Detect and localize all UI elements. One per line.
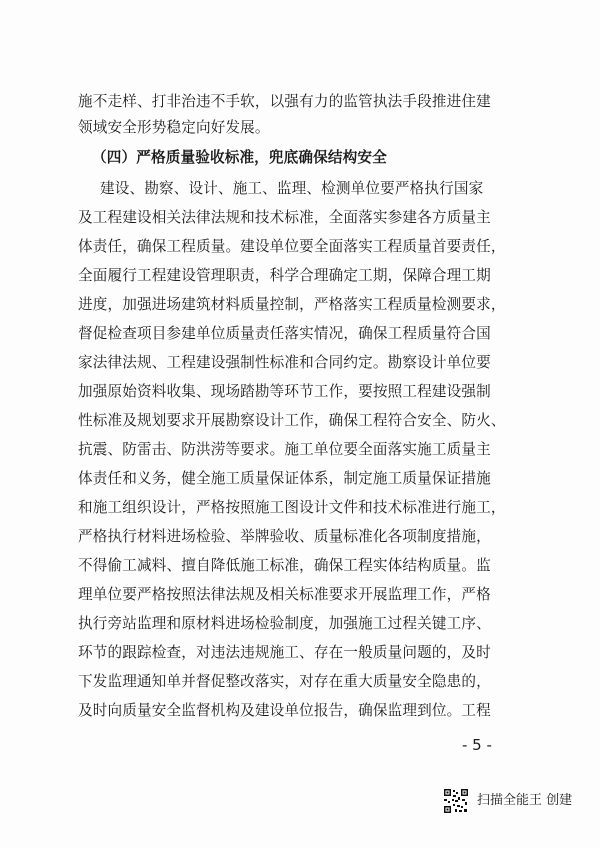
text-line-11: 加强原始资料收集、现场踏勘等环节工作，要按照工程建设强制	[78, 383, 491, 400]
text-line-2: 领域安全形势稳定向好发展。	[78, 119, 270, 136]
text-line-10: 家法律法规、工程建设强制性标准和合同约定。勘察设计单位要	[78, 354, 491, 371]
text-line-15: 和施工组织设计，严格按照施工图设计文件和技术标准进行施工，	[78, 499, 506, 516]
qr-code-icon	[443, 788, 469, 814]
section-heading: （四）严格质量验收标准，兜底确保结构安全	[92, 149, 387, 166]
text-line-19: 执行旁站监理和原材料进场检验制度，加强施工过程关键工序、	[78, 615, 491, 632]
text-line-17: 不得偷工减料、擅自降低施工标准，确保工程实体结构质量。监	[78, 557, 491, 574]
text-line-5: 及工程建设相关法律法规和技术标准，全面落实参建各方质量主	[78, 209, 491, 226]
text-line-4: 建设、勘察、设计、施工、监理、检测单位要严格执行国家	[100, 180, 484, 197]
text-line-18: 理单位要严格按照法律法规及相关标准要求开展监理工作，严格	[78, 586, 491, 603]
text-line-1: 施不走样、打非治违不手软，以强有力的监管执法手段推进住建	[78, 93, 491, 110]
text-line-8: 进度，加强进场建筑材料质量控制，严格落实工程质量检测要求，	[78, 296, 506, 313]
text-line-7: 全面履行工程建设管理职责，科学合理确定工期，保障合理工期	[78, 267, 491, 284]
text-line-6: 体责任，确保工程质量。建设单位要全面落实工程质量首要责任，	[78, 238, 506, 255]
page-number: - 5 -	[462, 736, 492, 754]
text-line-22: 及时向质量安全监督机构及建设单位报告，确保监理到位。工程	[78, 702, 491, 719]
scanner-watermark-text: 扫描全能王 创建	[477, 793, 573, 808]
text-line-21: 下发监理通知单并督促整改落实，对存在重大质量安全隐患的，	[78, 673, 491, 690]
text-line-16: 严格执行材料进场检验、举牌验收、质量标准化各项制度措施，	[78, 528, 491, 545]
text-line-13: 抗震、防雷击、防洪涝等要求。施工单位要全面落实施工质量主	[78, 441, 491, 458]
text-line-20: 环节的跟踪检查，对违法违规施工、存在一般质量问题的，及时	[78, 644, 491, 661]
text-line-12: 性标准及规划要求开展勘察设计工作，确保工程符合安全、防火、	[78, 412, 506, 429]
text-line-14: 体责任和义务，健全施工质量保证体系，制定施工质量保证措施	[78, 470, 491, 487]
text-line-9: 督促检查项目参建单位质量责任落实情况，确保工程质量符合国	[78, 325, 491, 342]
